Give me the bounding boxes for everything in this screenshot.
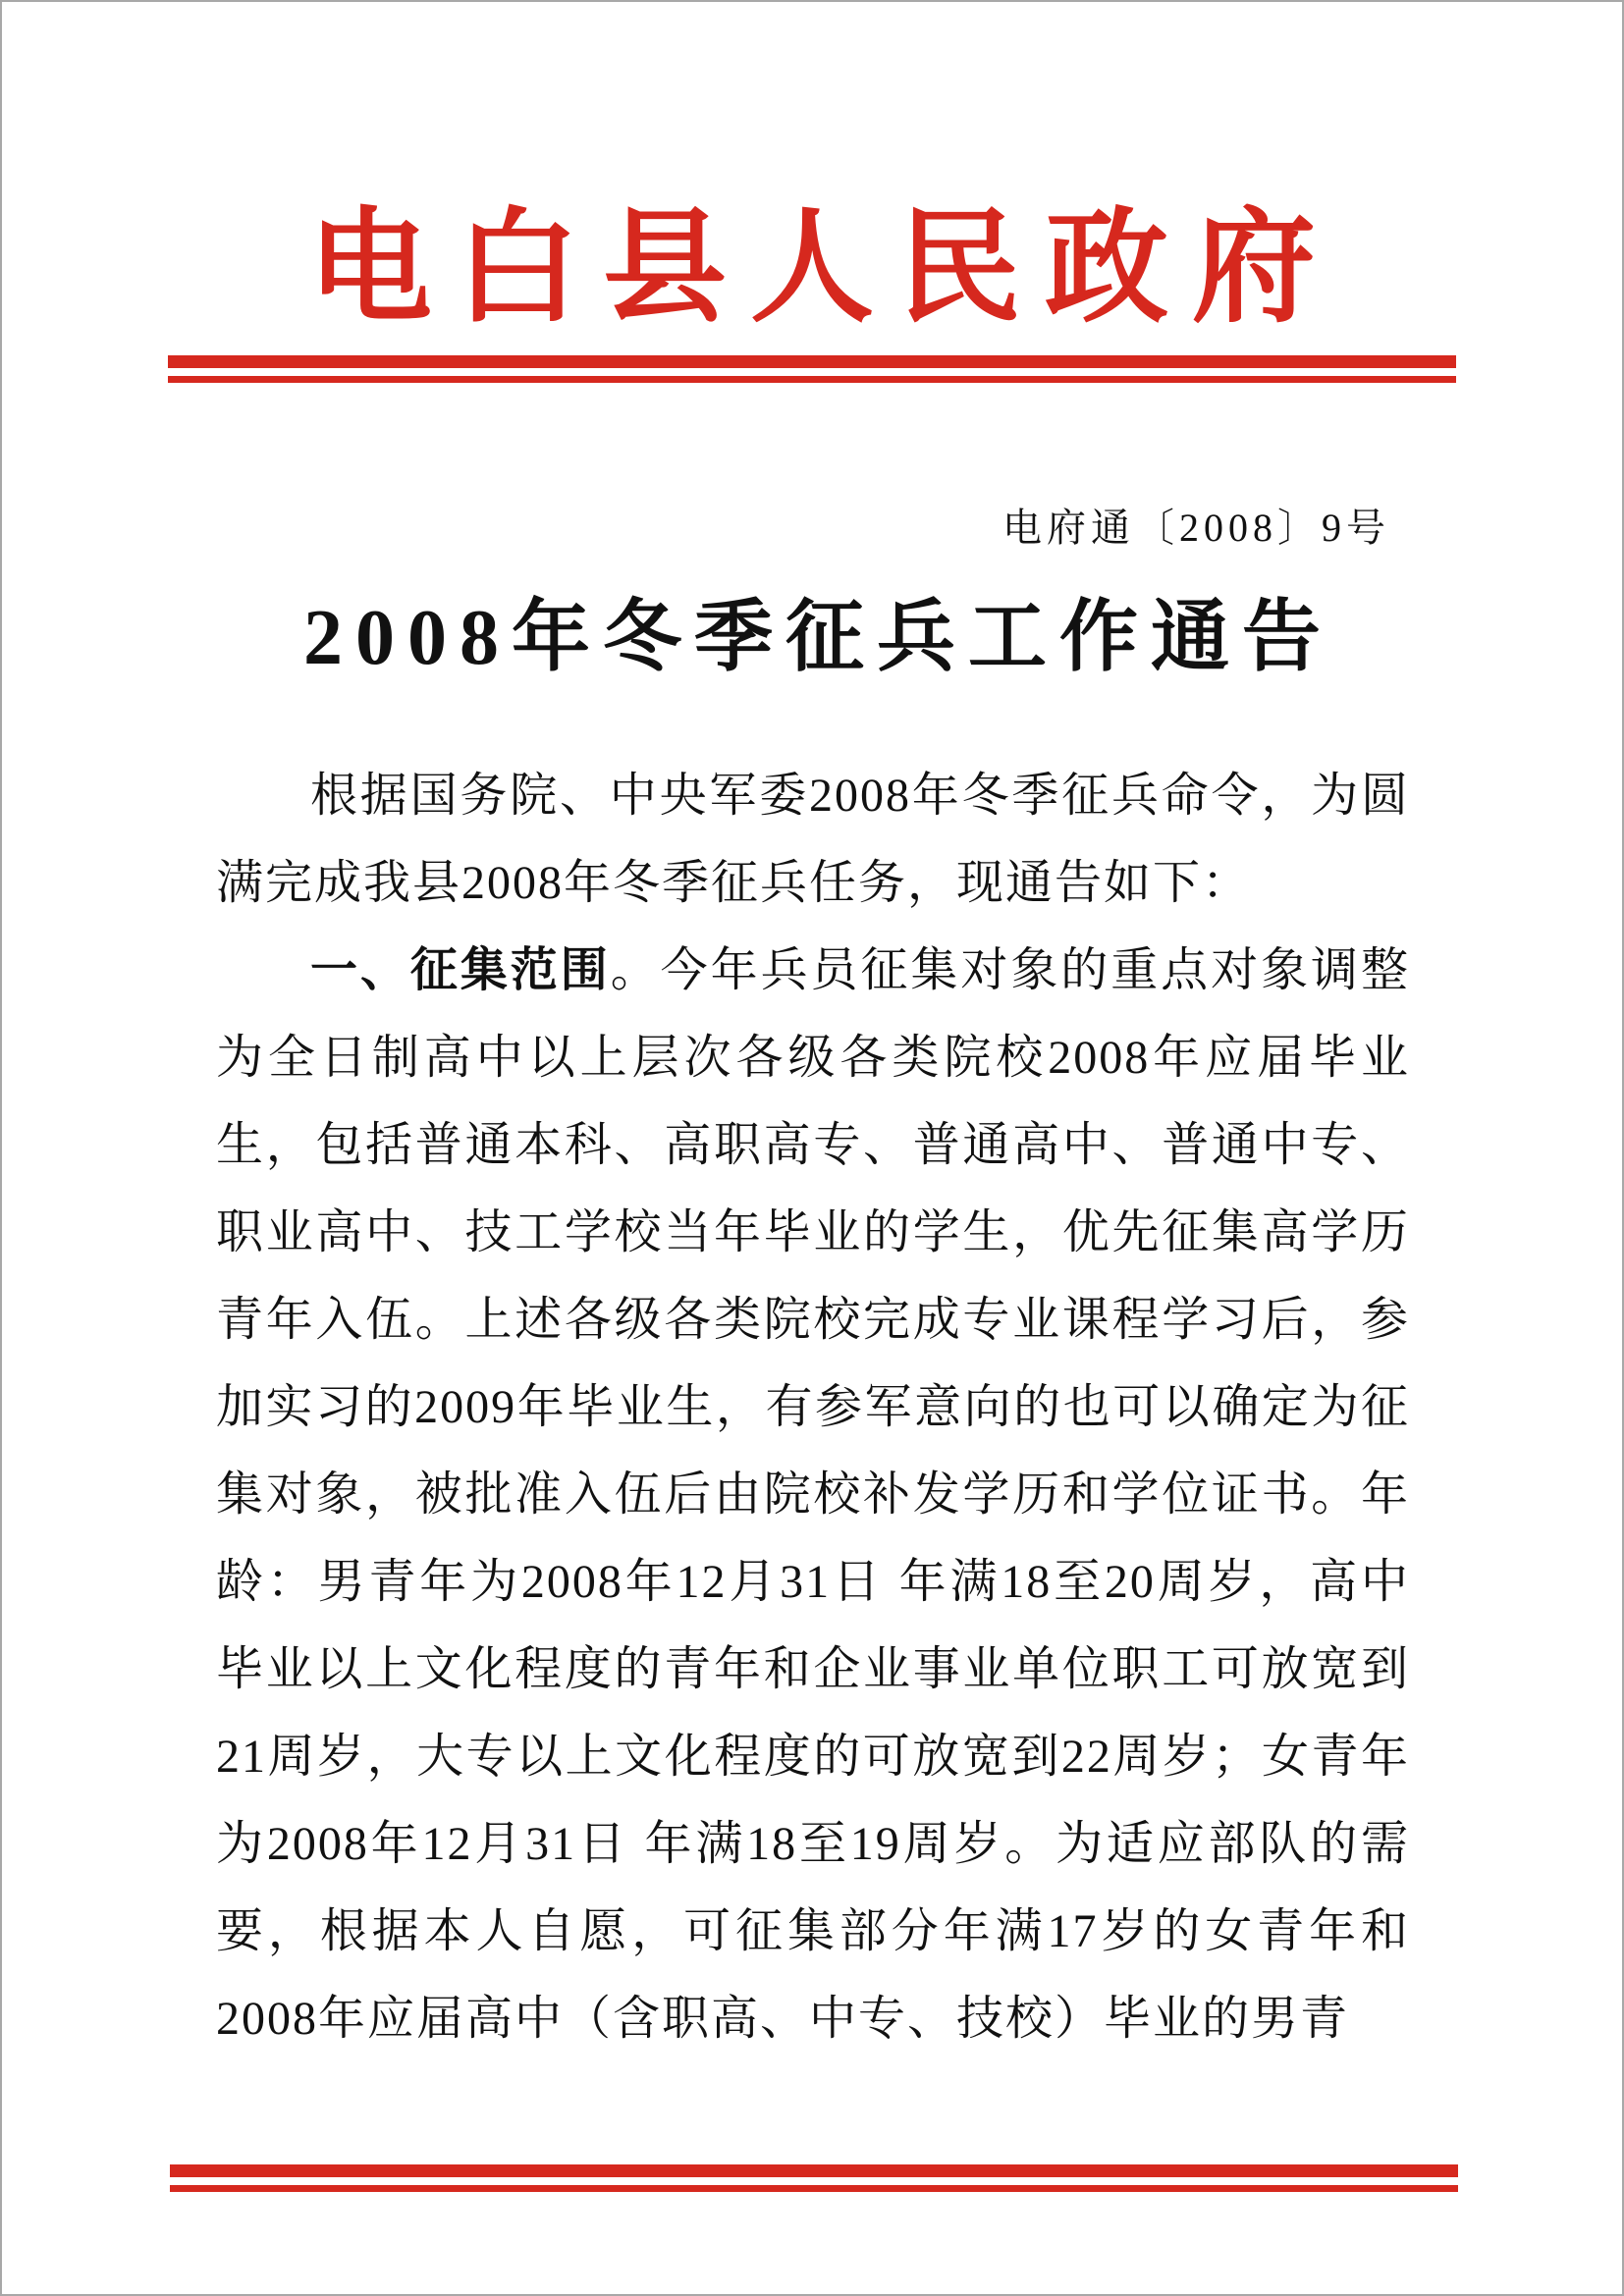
body-paragraph-2: [216, 927, 1410, 2062]
footer-rule-thin: [170, 2185, 1458, 2192]
notice-title: 2008年冬季征兵工作通告: [303, 595, 1333, 682]
government-letterhead-title: 电白县人民政府: [308, 201, 1339, 338]
header-rule-thick: [168, 355, 1456, 368]
notice-body: [216, 752, 1410, 2062]
footer-rules: [170, 2164, 1458, 2192]
document-number: 电府通〔2008〕9号: [1002, 506, 1390, 551]
header-rule-thin: [168, 376, 1456, 383]
section-heading-collection-scope: 一、征集范围: [310, 943, 611, 996]
body-paragraph-2-text: 。今年兵员征集对象的重点对象调整为全日制高中以上层次各级各类院校2008年应届毕业生，包括普通本科、高职高专、普通高中、普通中专、职业高中、技工学校当年毕业的学生，优先征集高学历青年入伍。上述各级各类院校完成专业课程学习后，参加实习的2009年毕业生，有参军意向的也可以确定为征集对象，被批准入伍后由院校补发学历和学位证书。年龄：男青年为2008年12月31日 年满18至20周岁，高中毕业以上文化程度的青年和企业事业单位职工可放宽到21周岁，大专以上文化程度的可放宽到22周岁；女青年为2008年12月31日 年满18至19周岁。为适应部队的需要，根据本人自愿，可征集部分年满17岁的女青年和2008年应届高中（含职高、中专、技校）毕业的男青: [216, 943, 1410, 2045]
footer-rule-thick: [170, 2164, 1458, 2177]
body-paragraph-1: 根据国务院、中央军委2008年冬季征兵命令，为圆满完成我县2008年冬季征兵任务，现通告如下：: [216, 769, 1410, 909]
